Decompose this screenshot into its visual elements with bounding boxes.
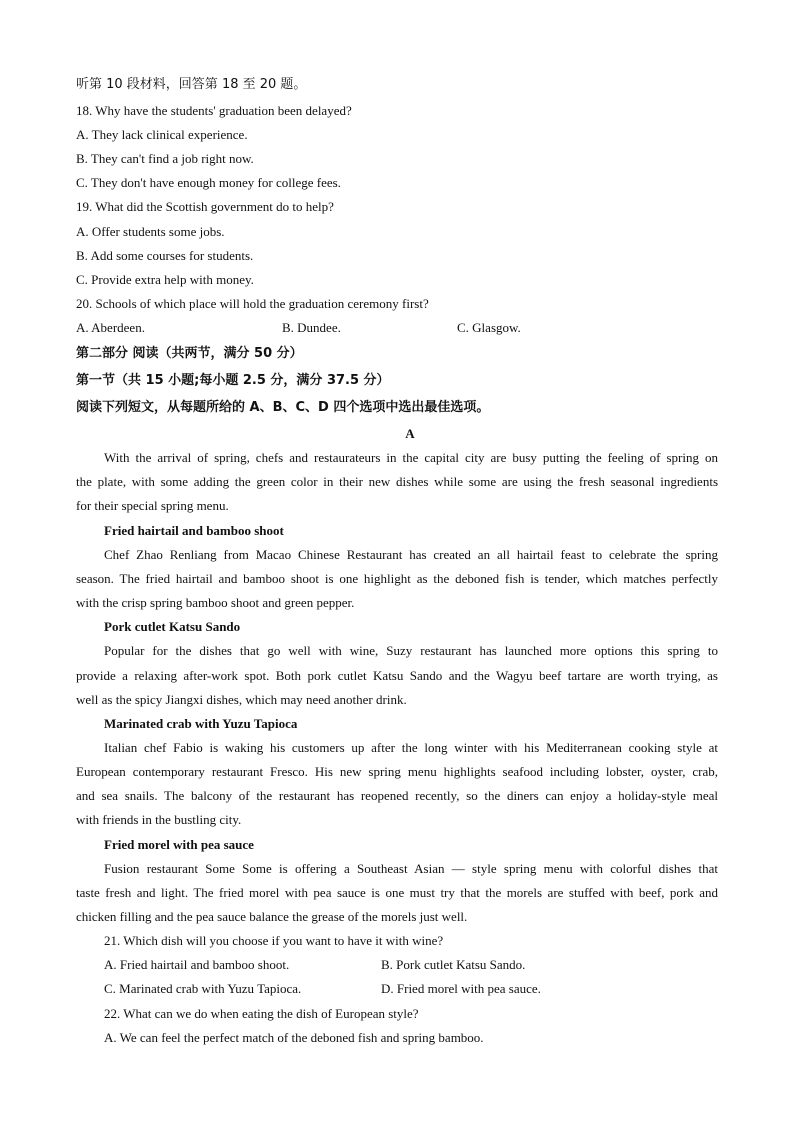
p1-line-3: with the crisp spring bamboo shoot and green pepper. (76, 595, 355, 610)
p4-line-3: chicken filling and the pea sauce balance the grease of the morels just well. (76, 909, 468, 924)
p3-line-3: and sea snails. The balcony of the restaurant has reopened recently, so the diners can enjoy a holiday-style meal (76, 788, 718, 803)
p4-line-2: taste fresh and light. The fried morel with pea sauce is one must try that the morels are stuffed with beef, pork and (76, 885, 718, 900)
question-18: 18. Why have the students' graduation been delayed? (76, 103, 352, 118)
option-19b: B. Add some courses for students. (76, 248, 254, 263)
option-18a: A. They lack clinical experience. (76, 127, 248, 142)
option-22a: A. We can feel the perfect match of the deboned fish and spring bamboo. (104, 1030, 484, 1045)
p1-line-2: season. The fried hairtail and bamboo shoot is one highlight as the deboned fish is tender, which matches perfectly (76, 571, 718, 586)
heading-marinated-crab: Marinated crab with Yuzu Tapioca (104, 716, 298, 731)
question-19: 19. What did the Scottish government do to help? (76, 199, 334, 214)
question-21: 21. Which dish will you choose if you want to have it with wine? (104, 933, 444, 948)
p2-line-2: provide a relaxing after-work spot. Both pork cutlet Katsu Sando and the Wagyu beef tartare are worth trying, as (76, 668, 718, 683)
p3-line-4: with friends in the bustling city. (76, 812, 242, 827)
option-21d: D. Fried morel with pea sauce. (381, 981, 541, 996)
heading-fried-morel: Fried morel with pea sauce (104, 837, 254, 852)
option-21a: A. Fried hairtail and bamboo shoot. (104, 957, 290, 972)
heading-fried-hairtail: Fried hairtail and bamboo shoot (104, 523, 284, 538)
question-22: 22. What can we do when eating the dish of European style? (104, 1006, 419, 1021)
listening-intro: 听第 10 段材料，回答第 18 至 20 题。 (76, 77, 307, 92)
option-19c: C. Provide extra help with money. (76, 272, 254, 287)
section-title: 第一节（共 15 小题;每小题 2.5 分，满分 37.5 分） (76, 373, 390, 388)
option-20a: A. Aberdeen. (76, 320, 145, 335)
intro-line-1: With the arrival of spring, chefs and restaurateurs in the capital city are busy putting the feeling of spring on (104, 450, 718, 465)
option-21b: B. Pork cutlet Katsu Sando. (381, 957, 526, 972)
option-19a: A. Offer students some jobs. (76, 224, 225, 239)
instruction: 阅读下列短文，从每题所给的 A、B、C、D 四个选项中选出最佳选项。 (76, 400, 490, 415)
option-18c: C. They don't have enough money for college fees. (76, 175, 341, 190)
option-20b: B. Dundee. (282, 320, 341, 335)
option-20c: C. Glasgow. (457, 320, 521, 335)
part-title: 第二部分 阅读（共两节，满分 50 分） (76, 346, 303, 361)
p4-line-1: Fusion restaurant Some Some is offering a Southeast Asian — style spring menu with colorful dishes that (104, 861, 718, 876)
p3-line-1: Italian chef Fabio is waking his customers up after the long winter with his Mediterranean cooking style at (104, 740, 718, 755)
option-21c: C. Marinated crab with Yuzu Tapioca. (104, 981, 302, 996)
passage-label: A (405, 426, 415, 441)
p2-line-1: Popular for the dishes that go well with wine, Suzy restaurant has launched more options this spring to (104, 643, 718, 658)
question-20: 20. Schools of which place will hold the graduation ceremony first? (76, 296, 429, 311)
p3-line-2: European contemporary restaurant Fresco. His new spring menu highlights seafood including lobster, oyster, crab, (76, 764, 718, 779)
option-18b: B. They can't find a job right now. (76, 151, 254, 166)
p2-line-3: well as the spicy Jiangxi dishes, which may need another drink. (76, 692, 407, 707)
intro-line-2: the plate, with some adding the green color in their new dishes while some are using the fresh seasonal ingredients (76, 474, 718, 489)
intro-line-3: for their special spring menu. (76, 498, 229, 513)
p1-line-1: Chef Zhao Renliang from Macao Chinese Restaurant has created an all hairtail feast to celebrate the spring (104, 547, 718, 562)
heading-pork-cutlet: Pork cutlet Katsu Sando (104, 619, 241, 634)
